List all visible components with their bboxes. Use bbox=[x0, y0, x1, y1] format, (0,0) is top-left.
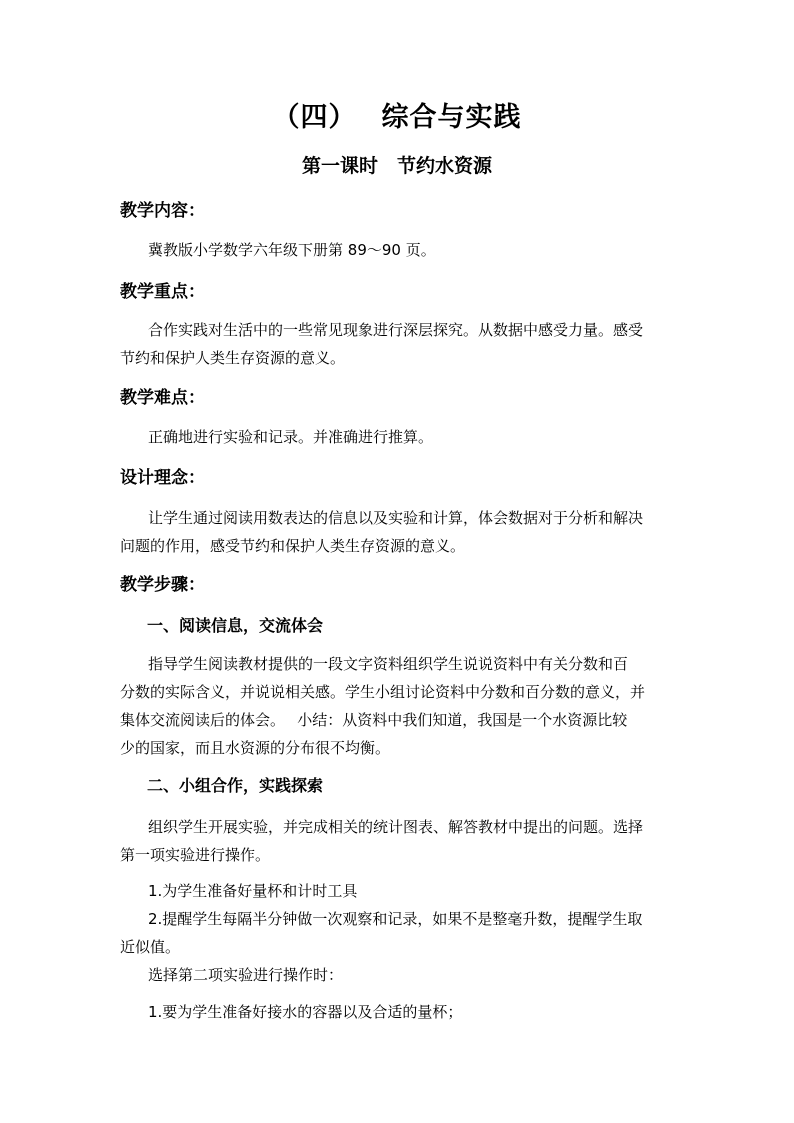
document-title: （四） 综合与实践 bbox=[272, 102, 522, 133]
paragraph-line: 少的国家，而且水资源的分布很不均衡。 bbox=[120, 739, 391, 757]
key-points-paragraph bbox=[120, 316, 676, 372]
step1-paragraph bbox=[120, 650, 676, 762]
section-heading-concept: 设计理念： bbox=[120, 468, 205, 488]
step2-paragraph bbox=[120, 813, 676, 869]
list-item-continuation: 近似值。 bbox=[120, 938, 181, 956]
list-item: 2.提醒学生每隔半分钟做一次观察和记录，如果不是整毫升数，提醒学生取 bbox=[148, 910, 643, 928]
concept-paragraph bbox=[120, 504, 676, 560]
section-heading-key-points: 教学重点： bbox=[120, 282, 205, 302]
paragraph-line: 让学生通过阅读用数表达的信息以及实验和计算，体会数据对于分析和解决 bbox=[148, 509, 644, 527]
paragraph-line: 指导学生阅读教材提供的一段文字资料组织学生说说资料中有关分数和百 bbox=[148, 655, 629, 673]
step-title-2: 二、小组合作，实践探索 bbox=[147, 776, 324, 795]
content-paragraph bbox=[120, 236, 676, 264]
section-heading-difficulties: 教学难点： bbox=[120, 388, 205, 408]
lesson-subtitle: 第一课时 节约水资源 bbox=[301, 155, 492, 177]
paragraph-line: 节约和保护人类生存资源的意义。 bbox=[120, 349, 346, 367]
paragraph-line: 集体交流阅读后的体会。 小结：从资料中我们知道，我国是一个水资源比较 bbox=[120, 711, 628, 729]
paragraph-line: 合作实践对生活中的一些常见现象进行深层探究。从数据中感受力量。感受 bbox=[148, 321, 644, 339]
step2-items-second bbox=[120, 998, 676, 1026]
paragraph-line: 正确地进行实验和记录。并准确进行推算。 bbox=[148, 428, 434, 446]
list-item: 1.为学生准备好量杯和计时工具 bbox=[148, 882, 358, 900]
paragraph-line: 第一项实验进行操作。 bbox=[120, 846, 271, 864]
paragraph-line: 组织学生开展实验，并完成相关的统计图表、解答教材中提出的问题。选择 bbox=[148, 818, 644, 836]
paragraph-line: 问题的作用，感受节约和保护人类生存资源的意义。 bbox=[120, 537, 466, 555]
step2-items bbox=[120, 877, 676, 989]
section-heading-content: 教学内容： bbox=[120, 201, 205, 221]
difficulties-paragraph bbox=[120, 423, 676, 451]
paragraph-line: 选择第二项实验进行操作时： bbox=[148, 966, 344, 984]
section-heading-steps: 教学步骤： bbox=[120, 575, 205, 595]
step-title-1: 一、阅读信息，交流体会 bbox=[147, 616, 324, 635]
paragraph-line: 分数的实际含义，并说说相关感。学生小组讨论资料中分数和百分数的意义，并 bbox=[120, 683, 646, 701]
list-item: 1.要为学生准备好接水的容器以及合适的量杯； bbox=[148, 1003, 463, 1021]
paragraph-line: 冀教版小学数学六年级下册第 89～90 页。 bbox=[148, 241, 436, 259]
